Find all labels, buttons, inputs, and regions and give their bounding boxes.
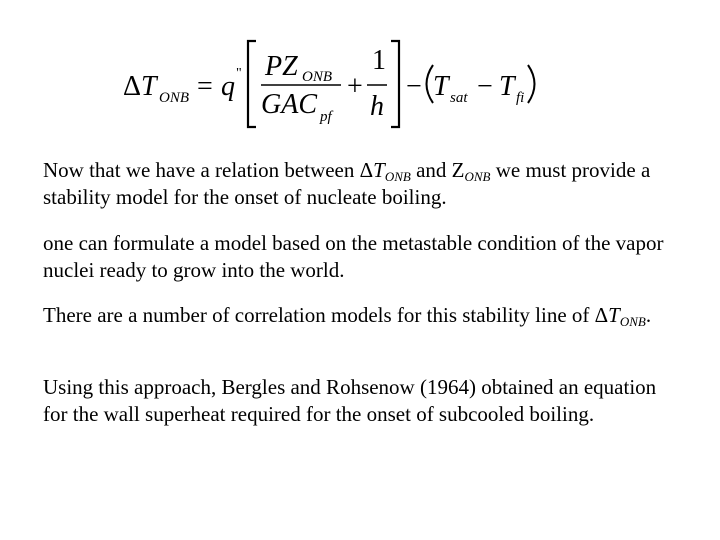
p1-T-sub: ONB — [384, 169, 411, 184]
eq-right-paren — [528, 65, 535, 103]
eq-left-bracket — [248, 41, 256, 127]
eq-lhs-T: T — [141, 71, 157, 102]
eq-T-fi: T — [499, 71, 515, 102]
paragraph-relation — [43, 157, 683, 211]
p3-T-sub: ONB — [619, 314, 646, 329]
eq-right-bracket — [391, 41, 399, 127]
p1-T: T — [373, 158, 385, 182]
eq-frac1-den-sub: pf — [320, 109, 332, 125]
eq-lhs-delta: Δ — [123, 71, 142, 102]
p1-text-b: and Z — [410, 158, 465, 182]
eq-frac1-num: PZ — [265, 51, 298, 82]
eq-frac2-den: h — [370, 91, 384, 122]
p3-T: T — [608, 303, 620, 327]
p3-text-a: There are a number of correlation models for this stability line of — [43, 303, 595, 327]
paragraph-metastable: one can formulate a model based on the metastable condition of the vapor nuclei ready to grow into the world. — [43, 231, 664, 282]
eq-T-fi-sub: fi — [516, 90, 525, 106]
eq-frac1-num-sub: ONB — [302, 69, 332, 85]
eq-q: q — [221, 71, 235, 102]
eq-frac2-num: 1 — [372, 45, 386, 76]
paragraph-bergles-rohsenow: Using this approach, Bergles and Rohsenow (1964) obtained an equation for the wall superheat required for the onset of subcooled boiling. — [43, 375, 657, 426]
eq-lhs-sub: ONB — [159, 90, 189, 106]
p1-text-a: Now that we have a relation between — [43, 158, 360, 182]
eq-frac1-den: GAC — [261, 89, 317, 120]
eq-minus-2: − — [477, 71, 493, 102]
p1-text-c: we must provide a stability model for the onset of nucleate boiling. — [43, 158, 651, 209]
eq-T-sat: T — [433, 71, 449, 102]
paragraph-correlation — [43, 302, 683, 329]
eq-q-prime: " — [236, 66, 242, 81]
p3-end: . — [645, 303, 652, 327]
eq-T-sat-sub: sat — [450, 90, 468, 106]
onb-equation — [115, 35, 545, 135]
p1-Z-sub: ONB — [464, 169, 491, 184]
eq-plus: + — [347, 71, 363, 102]
eq-equals: = — [197, 71, 213, 102]
p1-delta: Δ — [359, 158, 374, 182]
p3-delta: Δ — [594, 303, 609, 327]
eq-minus-1: − — [406, 71, 422, 102]
